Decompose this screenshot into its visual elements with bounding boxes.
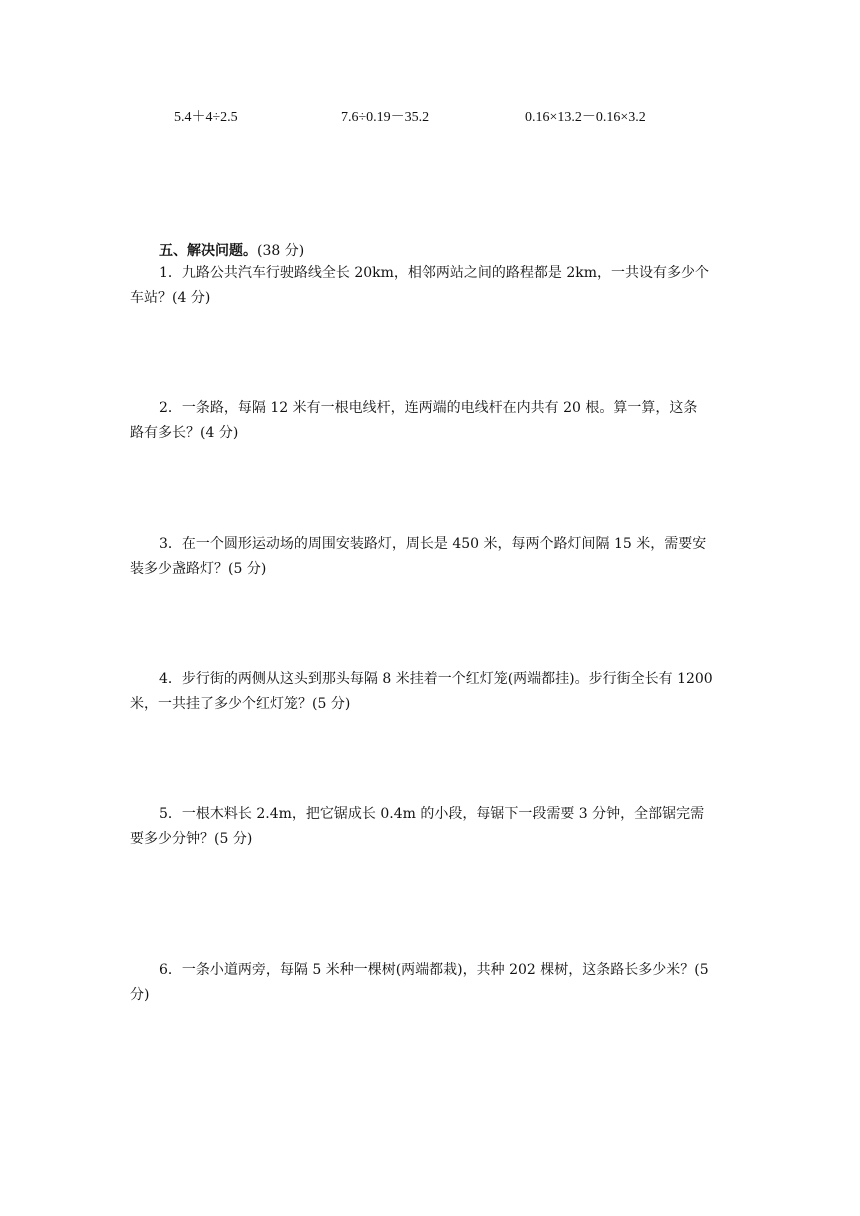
problem-4-line-1: 4．步行街的两侧从这头到那头每隔 8 米挂着一个红灯笼(两端都挂)。步行街全长有 1200	[159, 671, 713, 687]
problem-2-line-2: 路有多长？(4 分)	[130, 425, 239, 441]
problem-3	[130, 532, 738, 582]
problem-1-line-1: 1．九路公共汽车行驶路线全长 20km，相邻两站之间的路程都是 2km，一共设有多少个	[159, 265, 710, 281]
problem-4-line-2: 米，一共挂了多少个红灯笼？(5 分)	[130, 696, 351, 712]
section-title-text: 五、解决问题。	[159, 243, 257, 259]
section-heading	[159, 240, 304, 260]
problem-5-line-2: 要多少分钟？(5 分)	[130, 831, 253, 847]
expression-2: 7.6÷0.19－35.2	[341, 110, 430, 125]
problem-6	[130, 958, 738, 1008]
problem-3-line-2: 装多少盏路灯？(5 分)	[130, 561, 267, 577]
problem-4	[130, 667, 738, 717]
problem-1	[130, 261, 738, 311]
expression-1: 5.4＋4÷2.5	[174, 110, 238, 125]
problem-3-line-1: 3．在一个圆形运动场的周围安装路灯，周长是 450 米，每两个路灯间隔 15 米，需要安	[159, 536, 707, 552]
section-points: (38 分)	[257, 243, 305, 259]
problem-2	[130, 396, 738, 446]
problem-5-line-1: 5．一根木料长 2.4m，把它锯成长 0.4m 的小段，每锯下一段需要 3 分钟，全部锯完需	[159, 806, 705, 822]
expression-3: 0.16×13.2－0.16×3.2	[525, 110, 646, 125]
problem-6-line-1: 6．一条小道两旁，每隔 5 米种一棵树(两端都栽)，共种 202 棵树，这条路长多少米？(5	[159, 962, 709, 978]
problem-5	[130, 802, 738, 852]
problem-6-line-2: 分)	[130, 987, 150, 1003]
problem-2-line-1: 2．一条路，每隔 12 米有一根电线杆，连两端的电线杆在内共有 20 根。算一算，这条	[159, 400, 698, 416]
calculation-expressions	[0, 106, 860, 128]
problem-1-line-2: 车站？(4 分)	[130, 290, 211, 306]
